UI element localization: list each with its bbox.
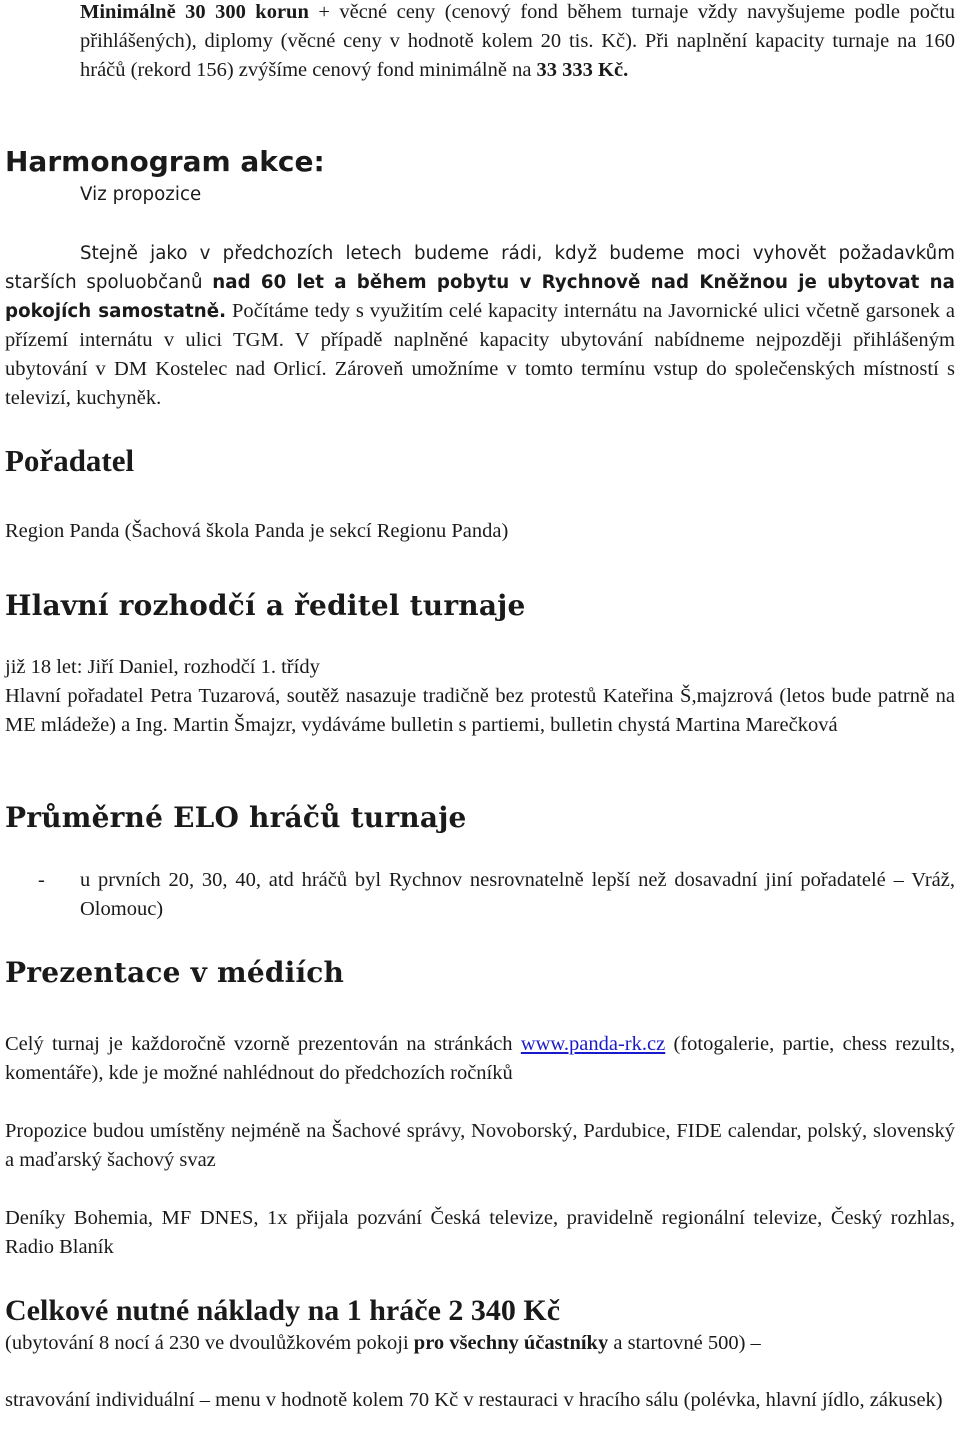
costs-meals: stravování individuální – menu v hodnotě kolem 70 Kč v restauraci v hracího sálu (polévka, hlavní jídlo, zákusek) (5, 1389, 943, 1411)
costs-accommodation-intro: (ubytování 8 nocí á 230 ve dvoulůžkovém pokoji (5, 1332, 414, 1354)
costs-accommodation-rest: a startovné 500) – (608, 1332, 761, 1354)
media-propozice-paragraph: Propozice budou umístěny nejméně na Šachové správy, Novoborský, Pardubice, FIDE calendar, polský, slovenský a maďarský šachový svaz (5, 1120, 955, 1171)
schedule-heading: Harmonogram akce: (5, 145, 325, 178)
costs-accommodation (5, 1329, 955, 1358)
accommodation-paragraph (5, 239, 955, 413)
prize-paragraph (80, 0, 955, 85)
organizer-heading: Pořadatel (5, 443, 135, 478)
prize-description: + věcné ceny (cenový fond během turnaje vždy navyšujeme podle počtu přihlášených), diplomy (věcné ceny v hodnotě kolem 20 tis. Kč). Při naplnění kapacity turnaje na 160 hráčů (rekord 156) zvýšíme cenový fond minimálně na (80, 1, 955, 81)
schedule-note: Viz propozice (80, 184, 202, 205)
elo-item-text: u prvních 20, 30, 40, atd hráčů byl Rychnov nesrovnatelně lepší než dosavadní jiní pořadatelé – Vráž, Olomouc) (80, 869, 955, 920)
accommodation-overflow: V případě naplněné kapacity ubytování nabídneme nejpozději přihlášeným ubytování v DM Kostelec nad Orlicí. Zároveň umožníme v tomto termínu vstup do společenských místností s televizí, kuchyněk. (5, 329, 955, 409)
elo-heading: Průměrné ELO hráčů turnaje (5, 801, 467, 834)
media-website-paragraph (5, 1030, 955, 1088)
website-link[interactable]: www.panda-rk.cz (520, 1033, 666, 1055)
prize-amount: Minimálně 30 300 korun (80, 1, 309, 23)
accommodation-seniors: nad 60 let a během pobytu v Rychnově nad Kněžnou je ubytovat na pokojích samostatně. (5, 272, 955, 322)
media-website-details: (fotogalerie, partie, chess rezults, komentáře), kde je možné nahlédnout do předchozích ročníků (5, 1033, 956, 1084)
prize-target: 33 333 Kč. (536, 59, 629, 81)
elo-list-item (5, 866, 955, 924)
costs-all-participants: pro všechny účastníky (413, 1332, 609, 1354)
accommodation-capacity: Počítáme tedy s využitím celé kapacity internátu na Javornické ulici včetně garsonek a přízemí internátu v ulici TGM. (5, 300, 955, 351)
list-bullet: - (38, 869, 45, 891)
media-press-paragraph: Deníky Bohemia, MF DNES, 1x přijala pozvání Česká televize, pravidelně regionální televize, Český rozhlas, Radio Blaník (5, 1207, 955, 1258)
arbiter-line1: již 18 let: Jiří Daniel, rozhodčí 1. třídy (5, 656, 320, 678)
organizer-text: Region Panda (Šachová škola Panda je sekcí Regionu Panda) (5, 520, 509, 542)
costs-heading: Celkové nutné náklady na 1 hráče 2 340 Kč (5, 1294, 561, 1327)
media-heading: Prezentace v médiích (5, 956, 345, 989)
arbiter-heading: Hlavní rozhodčí a ředitel turnaje (5, 589, 526, 622)
media-website-intro: Celý turnaj je každoročně vzorně prezentován na stránkách (5, 1033, 521, 1055)
arbiter-line2: Hlavní pořadatel Petra Tuzarová, soutěž nasazuje tradičně bez protestů Kateřina Š,majzrová (letos bude patrně na ME mládeže) a Ing. Martin Šmajzr, vydáváme bulletin s partiemi, bulletin chystá Martina Marečková (5, 685, 955, 736)
accommodation-intro: Stejně jako v předchozích letech budeme rádi, když budeme moci vyhovět požadavkům starších spoluobčanů (5, 243, 955, 293)
